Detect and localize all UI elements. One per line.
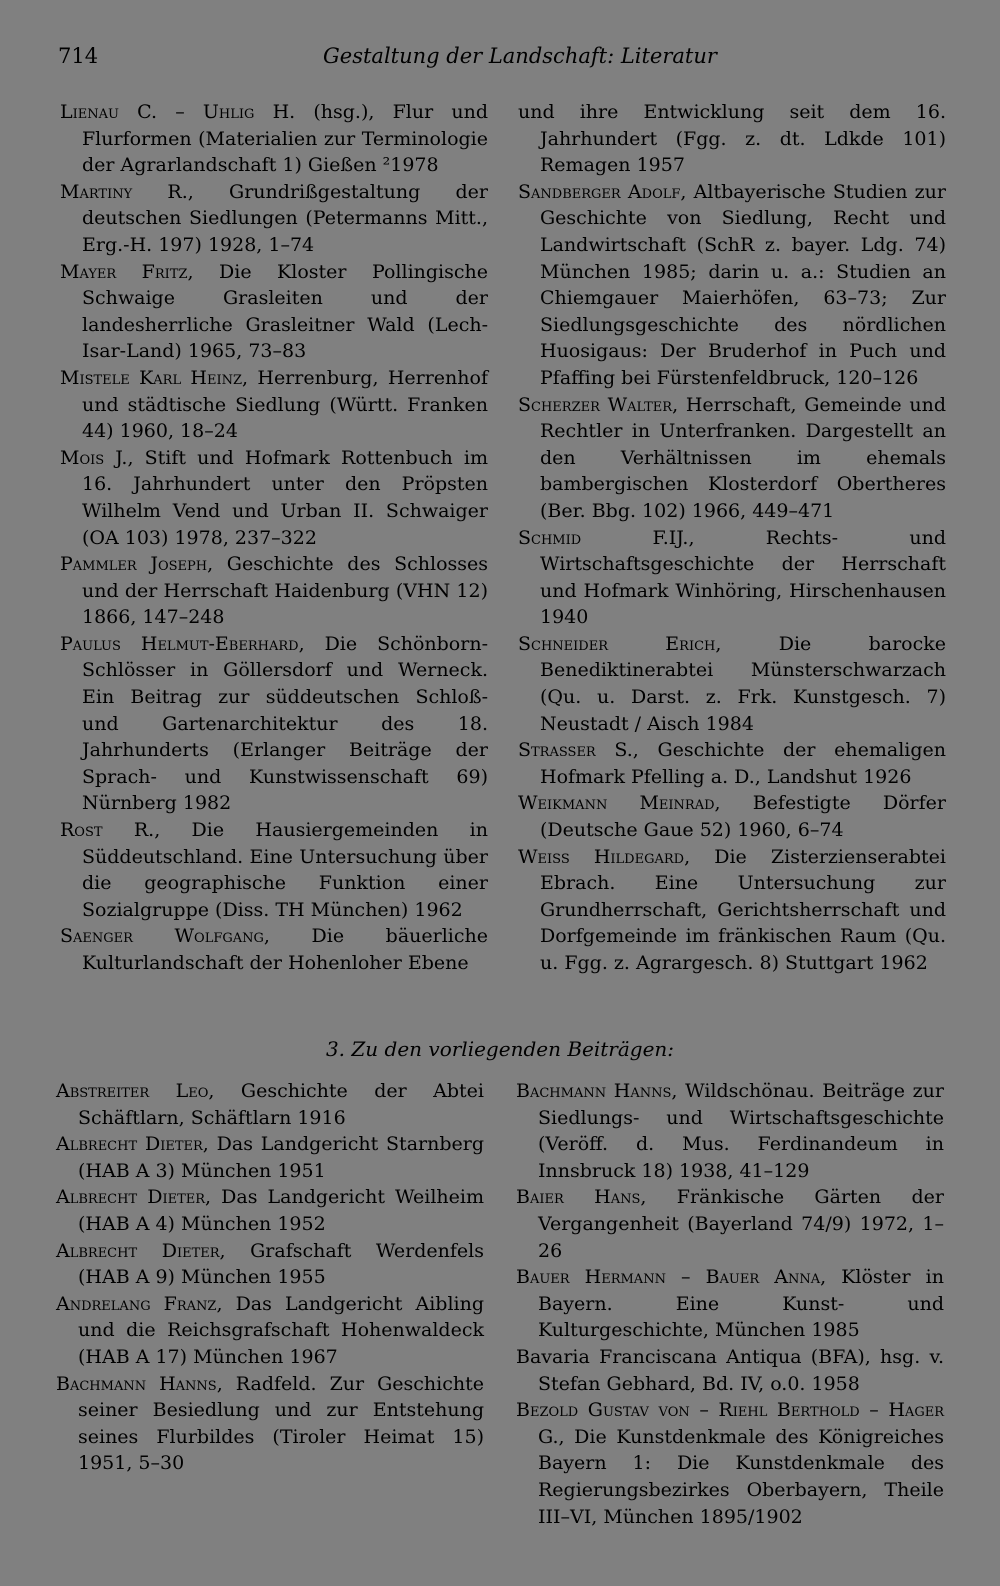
entry-text: , Grundrißgestaltung der deutschen Siedlungen (Petermanns Mitt., Erg.-H. 197) 1928, 1–74 bbox=[82, 180, 488, 256]
bibliography-entry bbox=[518, 790, 946, 843]
entry-author: Mayer Fritz bbox=[60, 260, 188, 283]
entry-text: Bavaria Franciscana Antiqua (BFA), hsg. v. Stefan Gebhard, Bd. IV, o.0. 1958 bbox=[516, 1345, 944, 1395]
bibliography-entry bbox=[60, 99, 488, 179]
entry-text: , Herrschaft, Gemeinde und Rechtler in Unterfranken. Dargestellt an den Verhältnissen im ehemals bambergischen Klosterdorf Obertheres (Ber. Bbg. 102) 1966, 449–471 bbox=[540, 393, 946, 522]
entry-text: , Geschichte des Schlosses und der Herrschaft Haidenburg (VHN 12) 1866, 147–248 bbox=[82, 553, 489, 629]
entry-text: , Geschichte der Abtei Schäftlarn, Schäftlarn 1916 bbox=[78, 1080, 484, 1129]
entry-text: , Die Schönborn-Schlösser in Göllersdorf und Werneck. Ein Beitrag zur süddeutschen Schloß- und Gartenarchitektur des 18. Jahrhunderts (Erlanger Beiträge der Sprach- und Kunstwissenschaft 69) Nürnberg 1982 bbox=[82, 632, 488, 815]
bibliography-entry bbox=[60, 445, 488, 551]
bibliography-entry bbox=[56, 1078, 484, 1131]
entry-text: , Die Hausiergemeinden in Süddeutschland. Eine Untersuchung über die geographische Funktion einer Sozialgruppe (Diss. TH München) 1962 bbox=[82, 819, 488, 921]
bibliography-entry bbox=[518, 631, 946, 737]
bibliography-entry bbox=[516, 1344, 944, 1397]
entry-author: Scherzer Walter bbox=[518, 393, 673, 416]
entry-author: Rost R. bbox=[60, 819, 155, 842]
entry-author: Schmid F.IJ. bbox=[518, 526, 689, 549]
bibliography-entry bbox=[56, 1238, 484, 1291]
entry-author: Paulus Helmut-Eberhard bbox=[60, 632, 299, 655]
entry-text: , Das Landgericht Starnberg (HAB A 3) München 1951 bbox=[78, 1133, 484, 1182]
bibliography-entry bbox=[518, 844, 946, 977]
entry-author: Bachmann Hanns bbox=[56, 1372, 217, 1395]
entry-text: , Klöster in Bayern. Eine Kunst- und Kulturgeschichte, München 1985 bbox=[538, 1266, 945, 1342]
entry-text: , Das Landgericht Weilheim (HAB A 4) München 1952 bbox=[78, 1186, 484, 1235]
entry-text: , Radfeld. Zur Geschichte seiner Besiedlung und zur Entstehung seines Flurbildes (Tiroler Heimat 15) 1951, 5–30 bbox=[78, 1372, 484, 1475]
entry-text: , Die barocke Benediktinerabtei Münsterschwarzach (Qu. u. Darst. z. Frk. Kunstgesch. 7) Neustadt / Aisch 1984 bbox=[540, 632, 946, 735]
bibliography-entry bbox=[56, 1131, 484, 1184]
entry-author: Andrelang Franz bbox=[56, 1292, 217, 1315]
bibliography-entry bbox=[518, 99, 946, 179]
bibliography-entry bbox=[60, 551, 488, 631]
bibliography-entry bbox=[516, 1078, 944, 1184]
bibliography-column-top-left bbox=[60, 99, 488, 977]
entry-author: Albrecht Dieter bbox=[56, 1239, 220, 1262]
entry-text: , Die Kunstdenkmale des Königreiches Bayern 1: Die Kunstdenkmale des Regierungsbezirkes Oberbayern, Theile III–VI, München 1895/1902 bbox=[538, 1425, 944, 1528]
bibliography-column-bottom-right bbox=[516, 1078, 944, 1530]
entry-text: , Die Kloster Pollingische Schwaige Grasleiten und der landesherrliche Grasleitner Wald (Lech-Isar-Land) 1965, 73–83 bbox=[82, 260, 488, 363]
page-number: 714 bbox=[58, 44, 99, 68]
entry-text: , Altbayerische Studien zur Geschichte von Siedlung, Recht und Landwirtschaft (SchR z. bayer. Ldg. 74) München 1985; darin u. a.: Studien an Chiemgauer Maierhöfen, 63–73; Zur Siedlungsgeschichte des nördlichen Huosigaus: Der Bruderhof in Puch und Pfaffing bei Fürstenfeldbruck, 120–126 bbox=[540, 180, 946, 389]
bibliography-entry bbox=[518, 737, 946, 790]
bibliography-entry bbox=[516, 1184, 944, 1264]
entry-author: Bezold Gustav von – Riehl Berthold – Hager G. bbox=[516, 1399, 944, 1448]
entry-author: Schneider Erich bbox=[518, 632, 716, 655]
bibliography-column-top-right bbox=[518, 99, 946, 977]
entry-text: (hsg.), Flur und Flurformen (Materialien zur Terminologie der Agrarlandschaft 1) Gießen ²1978 bbox=[82, 101, 488, 177]
bibliography-entry bbox=[518, 525, 946, 631]
bibliography-entry bbox=[60, 365, 488, 445]
bibliography-entry bbox=[56, 1371, 484, 1477]
entry-author: Albrecht Dieter bbox=[56, 1186, 206, 1209]
entry-text: , Herrenburg, Herrenhof und städtische Siedlung (Württ. Franken 44) 1960, 18–24 bbox=[82, 366, 488, 443]
entry-text: , Geschichte der ehemaligen Hofmark Pfelling a. D., Landshut 1926 bbox=[540, 739, 946, 788]
section-heading: 3. Zu den vorliegenden Beiträgen: bbox=[325, 1037, 675, 1061]
entry-author: Bachmann Hanns bbox=[516, 1080, 672, 1102]
entry-author: Mistele Karl Heinz bbox=[60, 366, 243, 389]
entry-text: , Wildschönau. Beiträge zur Siedlungs- und Wirtschaftsgeschichte (Veröff. d. Mus. Ferdinandeum in Innsbruck 18) 1938, 41–129 bbox=[538, 1080, 944, 1182]
bibliography-entry bbox=[60, 259, 488, 365]
page-header bbox=[58, 44, 717, 74]
entry-author: Bauer Hermann – Bauer Anna bbox=[516, 1266, 821, 1289]
entry-author: Lienau C. – Uhlig H. bbox=[60, 101, 296, 123]
entry-author: Sandberger Adolf bbox=[518, 180, 681, 203]
bibliography-entry bbox=[60, 631, 488, 817]
entry-author: Weiss Hildegard bbox=[518, 845, 685, 868]
entry-author: Abstreiter Leo bbox=[56, 1080, 209, 1102]
bibliography-column-bottom-left bbox=[56, 1078, 484, 1477]
running-title: Gestaltung der Landschaft: Literatur bbox=[323, 44, 717, 68]
bibliography-entry bbox=[60, 179, 488, 259]
entry-text: , Grafschaft Werdenfels (HAB A 9) München 1955 bbox=[78, 1239, 484, 1289]
entry-author: Martiny R. bbox=[60, 180, 188, 203]
bibliography-entry bbox=[56, 1184, 484, 1237]
entry-author: Pammler Joseph bbox=[60, 553, 208, 576]
bibliography-entry bbox=[518, 392, 946, 525]
entry-author: Weikmann Meinrad bbox=[518, 792, 715, 815]
entry-text: , Befestigte Dörfer (Deutsche Gaue 52) 1960, 6–74 bbox=[540, 792, 946, 842]
entry-text: , Fränkische Gärten der Vergangenheit (Bayerland 74/9) 1972, 1–26 bbox=[538, 1186, 944, 1262]
bibliography-entry bbox=[56, 1291, 484, 1371]
bibliography-entry bbox=[516, 1397, 944, 1530]
entry-text: , Das Landgericht Aibling und die Reichsgrafschaft Hohenwaldeck (HAB A 17) München 1967 bbox=[78, 1292, 484, 1368]
entry-author: Saenger Wolfgang bbox=[60, 925, 264, 948]
bibliography-entry bbox=[60, 817, 488, 923]
entry-author: Albrecht Dieter bbox=[56, 1133, 203, 1156]
entry-text: , Stift und Hofmark Rottenbuch im 16. Jahrhundert unter den Pröpsten Wilhelm Vend und Urban II. Schwaiger (OA 103) 1978, 237–322 bbox=[82, 446, 489, 549]
bibliography-entry bbox=[518, 179, 946, 392]
entry-text: , Rechts- und Wirtschaftsgeschichte der Herrschaft und Hofmark Winhöring, Hirschenhausen 1940 bbox=[540, 526, 946, 629]
entry-author: Mois J. bbox=[60, 446, 128, 469]
entry-text: und ihre Entwicklung seit dem 16. Jahrhundert (Fgg. z. dt. Ldkde 101) Remagen 1957 bbox=[518, 101, 946, 177]
bibliography-entry bbox=[516, 1264, 944, 1344]
entry-author: Baier Hans bbox=[516, 1186, 641, 1209]
entry-text: , Die Zisterzienserabtei Ebrach. Eine Untersuchung zur Grundherrschaft, Gerichtsherrschaft und Dorfgemeinde im fränkischen Raum (Qu. u. Fgg. z. Agrargesch. 8) Stuttgart 1962 bbox=[540, 845, 946, 974]
bibliography-entry bbox=[60, 923, 488, 976]
entry-text: , Die bäuerliche Kulturlandschaft der Hohenloher Ebene bbox=[82, 925, 488, 974]
entry-author: Strasser S. bbox=[518, 739, 633, 762]
